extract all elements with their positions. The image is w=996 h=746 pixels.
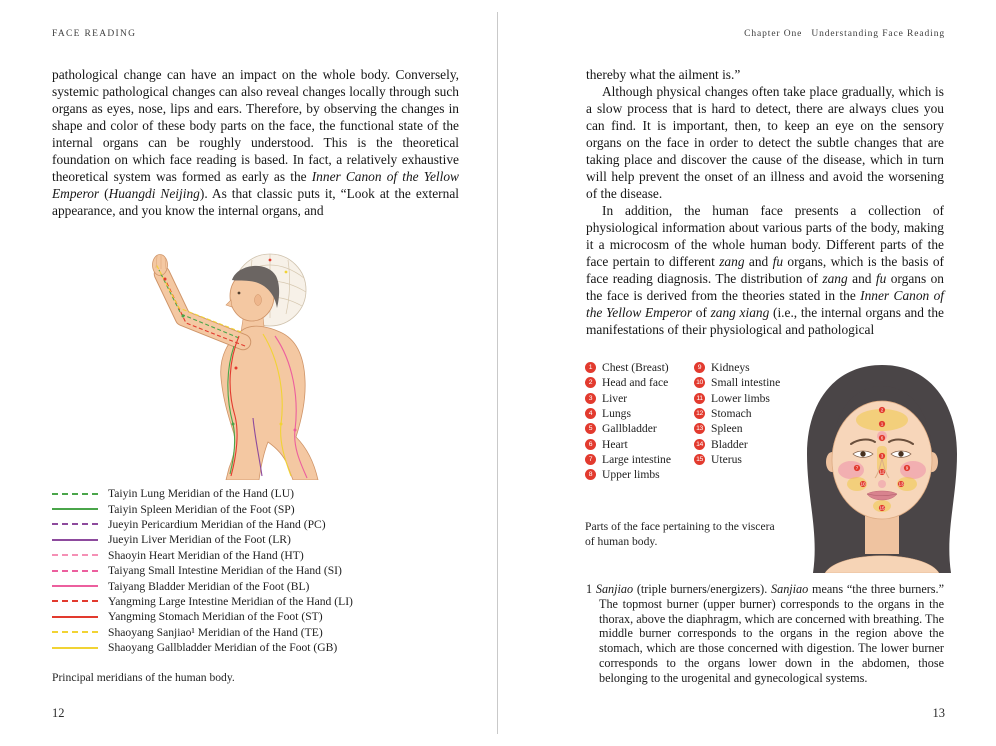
item-label: Heart [602,437,628,451]
meridian-line-sample [52,631,98,633]
eye [238,292,241,295]
item-label: Bladder [711,437,748,451]
item-number-badge: 15 [694,454,705,465]
meridian-line-sample [52,539,98,541]
item-label: Lungs [602,407,631,421]
svg-text:13: 13 [898,481,904,487]
running-header-left: FACE READING [52,29,137,39]
page-number-right: 13 [932,706,945,720]
item-number-badge: 2 [585,377,596,388]
ear [255,295,262,306]
left-body-text [52,66,459,219]
right-figure-caption: Parts of the face pertaining to the viscera of human body. [585,520,775,548]
legend-item [52,501,353,516]
legend-item [52,548,353,563]
item-label: Gallbladder [602,422,657,436]
item-number-badge: 10 [694,377,705,388]
meridian-label: Taiyang Small Intestine Meridian of the Hand (SI) [108,564,342,578]
legend-item [52,532,353,547]
meridian-label: Yangming Large Intestine Meridian of the Hand (LI) [108,594,353,608]
footnote: 1 Sanjiao (triple burners/energizers). Sanjiao means “the three burners.” The topmost burner (upper burner) corresponds to the organs in the thorax, above the diaphragm, which are concerned with breathing. The middle burner corresponds to the organs in the region above the stomach, which are those concerned with digestion. The lower burner corresponds to the organs lower down in the abdomen, those belonging to the urogenital and gynecological systems. [586,582,945,685]
meridian-body-svg [55,248,350,480]
meridian-line-sample [52,493,98,495]
item-label: Large intestine [602,452,672,466]
item-label: Liver [602,391,628,405]
meridian-label: Taiyin Lung Meridian of the Hand (LU) [108,487,294,501]
svg-text:15: 15 [879,505,885,511]
svg-text:9: 9 [905,465,909,471]
item-number-badge: 9 [694,362,705,373]
legend-item [52,594,353,609]
face-map-item [694,375,780,390]
meridian-line-sample [52,523,98,525]
face-map-item [585,436,671,451]
right-paragraph-2: Although physical changes often take place gradually, which is a slow process that is hard to detect, there are always clues you can find. It is important, then, to keep an eye on the sensory organs on the face in order to detect the subtle changes that are taking place and discover the cause of the disease, which in turn will help prevent the onset of an illness and avoid the worsening of the disease. [586,84,944,201]
face-map-item [585,452,671,467]
item-number-badge: 11 [694,393,705,404]
face-map-item [585,391,671,406]
meridian-label: Shaoyang Gallbladder Meridian of the Foot (GB) [108,641,338,655]
item-number-badge: 14 [694,439,705,450]
meridian-line-sample [52,508,98,510]
face-map-column-2 [694,360,780,467]
legend-item [52,517,353,532]
meridian-line-sample [52,647,98,649]
item-number-badge: 6 [585,439,596,450]
svg-text:3: 3 [880,453,884,459]
meridian-label: Jueyin Pericardium Meridian of the Hand (PC) [108,517,326,531]
meridian-label: Taiyin Spleen Meridian of the Foot (SP) [108,502,295,516]
svg-text:1: 1 [880,421,884,427]
item-label: Uterus [711,452,742,466]
legend-item [52,609,353,624]
face-map-item [694,391,780,406]
page-number-left: 12 [52,706,65,720]
item-number-badge: 13 [694,423,705,434]
face-map-item [694,421,780,436]
item-label: Kidneys [711,361,750,375]
right-paragraph-3: In addition, the human face presents a collection of physiological information about various parts of the body, making it a microcosm of the whole human body. Different parts of the face pertain to different zang and fu organs, which is the basis of face reading diagnosis. The distribution of zang and fu organs on the face is derived from the theories stated in the Inner Canon of the Yellow Emperor of zang xiang (i.e., the internal organs and the manifestations of their physiological and pathological [586,203,945,337]
item-number-badge: 8 [585,469,596,480]
legend-item [52,486,353,501]
chapter-title: Understanding Face Reading [811,29,945,39]
svg-text:10: 10 [860,481,866,487]
meridian-label: Shaoyin Heart Meridian of the Hand (HT) [108,548,304,562]
legend-item [52,625,353,640]
face-zones-svg [773,360,992,573]
meridian-body-illustration [55,248,350,480]
face-map-item [694,452,780,467]
face-map-item [694,360,780,375]
item-number-badge: 5 [585,423,596,434]
item-label: Lower limbs [711,391,770,405]
meridian-legend [52,486,353,655]
face-map-column-1 [585,360,671,482]
meridian-line-sample [52,616,98,618]
svg-text:6: 6 [880,435,884,441]
meridian-label: Shaoyang Sanjiao¹ Meridian of the Hand (TE) [108,625,323,639]
page-gutter-divider [497,12,498,734]
item-number-badge: 4 [585,408,596,419]
face-map-item [585,406,671,421]
svg-text:2: 2 [880,407,884,413]
meridian-label: Yangming Stomach Meridian of the Foot (ST) [108,610,323,624]
meridian-line-sample [52,585,98,587]
item-label: Head and face [602,376,669,390]
item-label: Chest (Breast) [602,361,669,375]
face-map-item [585,375,671,390]
svg-text:7: 7 [855,465,859,471]
meridian-label: Taiyang Bladder Meridian of the Foot (BL) [108,579,310,593]
legend-item [52,640,353,655]
running-header-right [536,29,945,39]
item-number-badge: 12 [694,408,705,419]
left-paragraph: pathological change can have an impact on the whole body. Conversely, systemic pathological changes can also reveal changes locally through such organs as eyes, nose, lips and ears. Therefore, by observing the changes in shape and color of these body parts on the face, the functional state of the internal organs can be roughly understood. This is the theoretical foundation on which face reading is based. In fact, a relatively exhaustive theoretical system was formed as early as the Inner Canon of the Yellow Emperor (Huangdi Neijing). As that classic puts it, “Look at the external appearance, and you know the internal organs, and [52,67,459,218]
face-map-item [694,406,780,421]
meridian-line-sample [52,600,98,602]
chapter-label: Chapter One [744,29,803,39]
item-label: Small intestine [711,376,781,390]
face-map-item [585,421,671,436]
right-paragraph-1: thereby what the ailment is.” [586,67,741,82]
meridian-label: Jueyin Liver Meridian of the Foot (LR) [108,533,291,547]
legend-item [52,578,353,593]
item-number-badge: 7 [585,454,596,465]
face-map-item [585,467,671,482]
item-label: Upper limbs [602,468,660,482]
item-label: Spleen [711,422,743,436]
face-map-item [694,436,780,451]
item-label: Stomach [711,407,752,421]
right-body-text [586,66,944,338]
meridian-line-sample [52,570,98,572]
item-number-badge: 3 [585,393,596,404]
legend-item [52,563,353,578]
svg-text:12: 12 [879,469,885,475]
left-figure-caption: Principal meridians of the human body. [52,671,235,684]
meridian-line-sample [52,554,98,556]
face-map-item [585,360,671,375]
face-zones-illustration [773,360,992,573]
item-number-badge: 1 [585,362,596,373]
